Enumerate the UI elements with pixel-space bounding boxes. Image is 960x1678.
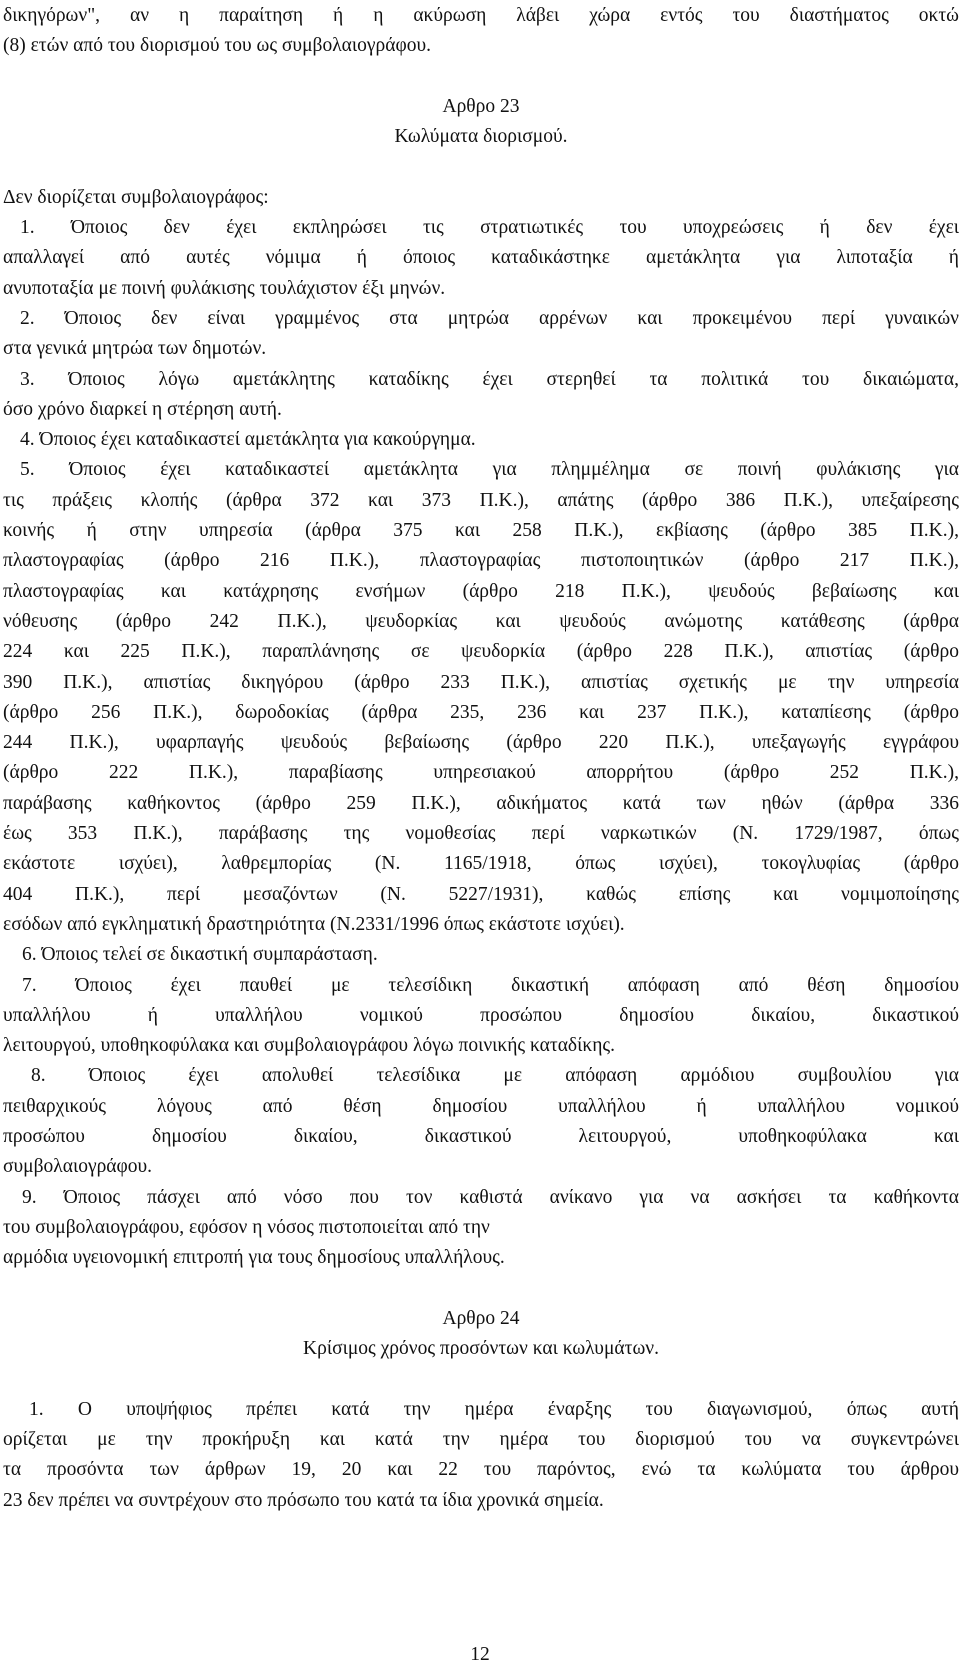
list-item-line: εκάστοτε ισχύει), λαθρεμπορίας (Ν. 1165/1918, όπως ισχύει), τοκογλυφίας (άρθρο [3, 853, 959, 875]
intro-line: (8) ετών από του διορισμού του ως συμβολαιογράφου. [3, 35, 431, 57]
list-item [3, 365, 959, 426]
page-number: 12 [470, 1644, 490, 1665]
list-item [3, 1183, 959, 1274]
list-item-line: 9. Όποιος πάσχει από νόσο που τον καθιστά ανίκανο για να ασκήσει τα καθήκοντα [22, 1186, 959, 1208]
list-item-line: 8. Όποιος έχει απολυθεί τελεσίδικα με απόφαση αρμόδιου συμβουλίου για [31, 1065, 959, 1087]
list-item-line: νόθευσης (άρθρο 242 Π.Κ.), ψευδορκίας και ψευδούς ανώμοτης κατάθεσης (άρθρα [3, 610, 959, 632]
article-23 [3, 92, 959, 1274]
list-item-line: ανυποταξία με ποινή φυλάκισης τουλάχιστον έξι μηνών. [3, 277, 446, 299]
spacer [3, 1273, 959, 1303]
list-item [3, 304, 959, 365]
intro-paragraph [3, 1, 959, 62]
list-item-line: 2. Όποιος δεν είναι γραμμένος στα μητρώα αρρένων και προκειμένου περί γυναικών [20, 307, 959, 329]
list-item-line: του συμβολαιογράφου, εφόσον η νόσος πιστοποιείται από την [3, 1216, 490, 1238]
list-item-line: πειθαρχικούς λόγους από θέση δημοσίου υπαλλήλου ή υπαλλήλου νομικού [3, 1095, 959, 1117]
list-item [3, 940, 959, 970]
list-item-line: 4. Όποιος έχει καταδικαστεί αμετάκλητα για κακούργημα. [20, 429, 476, 451]
article-heading: Αρθρο 23 [442, 95, 520, 117]
list-item-line: 390 Π.Κ.), απιστίας δικηγόρου (άρθρο 233 Π.Κ.), απιστίας σχετικής με την υπηρεσία [3, 671, 959, 693]
list-item-line: 404 Π.Κ.), περί μεσαζόντων (Ν. 5227/1931), καθώς επίσης και νομιμοποίησης [3, 883, 959, 905]
list-item-line: πλαστογραφίας και κατάχρησης ενσήμων (άρθρο 218 Π.Κ.), ψευδούς βεβαίωσης και [3, 580, 959, 602]
spacer [3, 62, 959, 92]
list-item-line: παράβασης καθήκοντος (άρθρο 259 Π.Κ.), αδικήματος κατά των ηθών (άρθρα 336 [3, 792, 959, 814]
list-item [3, 455, 959, 940]
list-item-line: κοινής ή στην υπηρεσία (άρθρα 375 και 258 Π.Κ.), εκβίασης (άρθρο 385 Π.Κ.), [3, 520, 959, 542]
list-item-line: 5. Όποιος έχει καταδικαστεί αμετάκλητα για πλημμέλημα σε ποινή φυλάκισης για [20, 459, 959, 481]
article-24 [3, 1304, 959, 1516]
list-item-line: 6. Όποιος τελεί σε δικαστική συμπαράσταση. [22, 944, 378, 966]
list-item [3, 425, 959, 455]
list-item [3, 1061, 959, 1182]
list-item-line: τα προσόντα των άρθρων 19, 20 και 22 του παρόντος, ενώ τα κωλύματα του άρθρου [3, 1459, 959, 1481]
list-item-line: 244 Π.Κ.), υφαρπαγής ψευδούς βεβαίωσης (άρθρο 220 Π.Κ.), υπεξαγωγής εγγράφου [3, 732, 959, 754]
list-item-line: προσώπου δημοσίου δικαίου, δικαστικού λειτουργού, υποθηκοφύλακα και [3, 1125, 959, 1147]
list-item-line: συμβολαιογράφου. [3, 1156, 153, 1178]
article-lead: Δεν διορίζεται συμβολαιογράφος: [3, 186, 269, 208]
article-heading: Αρθρο 24 [442, 1307, 520, 1329]
list-item [3, 213, 959, 304]
spacer [3, 152, 959, 182]
list-item-line: υπαλλήλου ή υπαλλήλου νομικού προσώπου δημοσίου δικαίου, δικαστικού [3, 1004, 959, 1026]
list-item-line: 3. Όποιος λόγω αμετάκλητης καταδίκης έχει στερηθεί τα πολιτικά του δικαιώματα, [20, 368, 959, 390]
list-item [3, 971, 959, 1062]
list-item-line: (άρθρο 222 Π.Κ.), παραβίασης υπηρεσιακού απορρήτου (άρθρο 252 Π.Κ.), [3, 762, 959, 784]
list-item-line: 1. Όποιος δεν έχει εκπληρώσει τις στρατιωτικές του υποχρεώσεις ή δεν έχει [20, 217, 959, 239]
list-item-line: 7. Όποιος έχει παυθεί με τελεσίδικη δικαστική απόφαση από θέση δημοσίου [22, 974, 959, 996]
list-item-line: τις πράξεις κλοπής (άρθρα 372 και 373 Π.Κ.), απάτης (άρθρο 386 Π.Κ.), υπεξαίρεσης [3, 489, 959, 511]
list-item-line: λειτουργού, υποθηκοφύλακα και συμβολαιογράφου λόγω ποινικής καταδίκης. [3, 1035, 615, 1057]
list-item [3, 1395, 959, 1516]
list-item-line: 1. Ο υποψήφιος πρέπει κατά την ημέρα έναρξης του διαγωνισμού, όπως αυτή [29, 1398, 959, 1420]
list-item-line: αρμόδια υγειονομική επιτροπή για τους δημοσίους υπαλλήλους. [3, 1247, 505, 1269]
list-item-line: στα γενικά μητρώα των δημοτών. [3, 338, 267, 360]
spacer [3, 1364, 959, 1394]
list-item-line: εσόδων από εγκληματική δραστηριότητα (Ν.2331/1996 όπως εκάστοτε ισχύει). [3, 913, 625, 935]
article-subtitle: Κρίσιμος χρόνος προσόντων και κωλυμάτων. [303, 1338, 659, 1360]
document-page [3, 1, 959, 1516]
intro-line: δικηγόρων", αν η παραίτηση ή η ακύρωση λάβει χώρα εντός του διαστήματος οκτώ [3, 5, 959, 26]
list-item-line: 23 δεν πρέπει να συντρέχουν στο πρόσωπο του κατά τα ίδια χρονικά σημεία. [3, 1489, 604, 1511]
list-item-line: ορίζεται με την προκήρυξη και κατά την ημέρα του διορισμού του να συγκεντρώνει [3, 1428, 959, 1450]
list-item-line: απαλλαγεί από αυτές νόμιμα ή όποιος καταδικάστηκε αμετάκλητα για λιποταξία ή [3, 247, 959, 269]
article-subtitle: Κωλύματα διορισμού. [394, 126, 568, 148]
list-item-line: 224 και 225 Π.Κ.), παραπλάνησης σε ψευδορκία (άρθρο 228 Π.Κ.), απιστίας (άρθρο [3, 641, 959, 663]
list-item-line: όσο χρόνο διαρκεί η στέρηση αυτή. [3, 398, 282, 420]
list-item-line: πλαστογραφίας (άρθρο 216 Π.Κ.), πλαστογραφίας πιστοποιητικών (άρθρο 217 Π.Κ.), [3, 550, 959, 572]
list-item-line: (άρθρο 256 Π.Κ.), δωροδοκίας (άρθρα 235, 236 και 237 Π.Κ.), καταπίεσης (άρθρο [3, 701, 959, 723]
list-item-line: έως 353 Π.Κ.), παράβασης της νομοθεσίας περί ναρκωτικών (Ν. 1729/1987, όπως [3, 823, 959, 845]
